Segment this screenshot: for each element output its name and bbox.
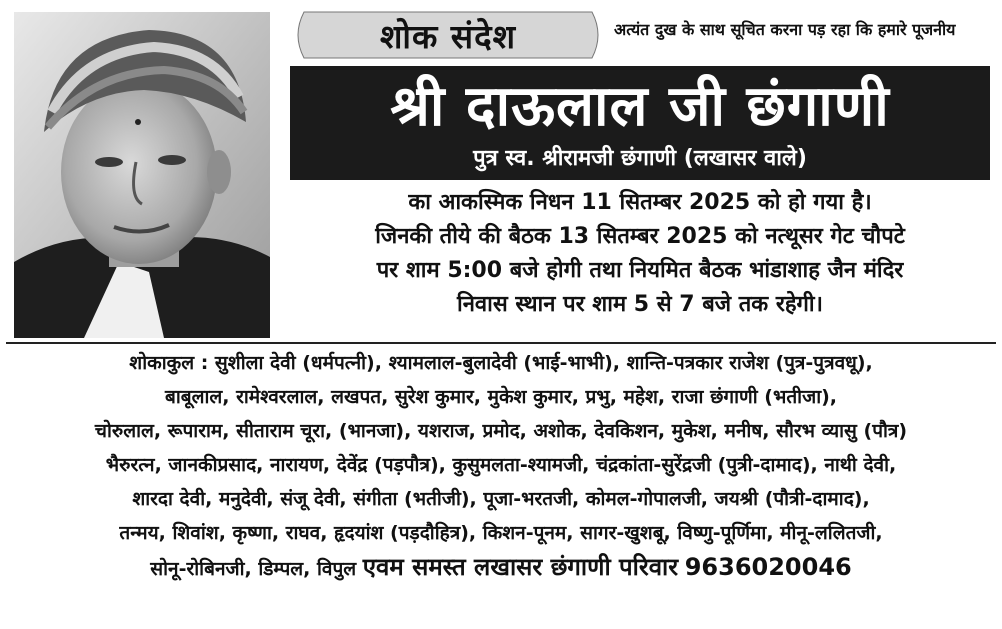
name-box <box>290 66 990 180</box>
notice-heading: शोक संदेश <box>379 16 517 56</box>
mourners-last-line <box>8 550 994 586</box>
announcement-line: का आकस्मिक निधन 11 सितम्बर 2025 को हो गया है। <box>408 190 872 215</box>
mourners-last-names: सोनू-रोबिनजी, डिम्पल, विपुल <box>150 558 357 580</box>
heading-banner <box>290 10 606 60</box>
mourners-line: तन्मय, शिवांश, कृष्णा, राघव, हृदयांश (पड़दौहित्र), किशन-पूनम, सागर-खुशबू, विष्णु-पूर्णिमा, मीनू-ललितजी, <box>119 522 883 544</box>
section-divider <box>6 342 996 344</box>
announcement-line: निवास स्थान पर शाम 5 से 7 बजे तक रहेगी। <box>457 292 823 317</box>
mourners-line: शोकाकुल : सुशीला देवी (धर्मपत्नी), श्यामलाल-बुलादेवी (भाई-भाभी), शान्ति-पत्रकार राजेश (पुत्र-पुत्रवधू), <box>129 352 873 374</box>
announcement-line: जिनकी तीये की बैठक 13 सितम्बर 2025 को नत्थूसर गेट चौपटे <box>375 224 905 249</box>
family-closing: एवम समस्त लखासर छंगाणी परिवार <box>362 553 679 581</box>
announcement-text <box>290 186 990 322</box>
deceased-name: श्री दाऊलाल जी छंगाणी <box>390 74 890 139</box>
portrait-photo <box>14 12 270 338</box>
contact-number: 9636020046 <box>684 553 852 581</box>
intro-line: अत्यंत दुख के साथ सूचित करना पड़ रहा कि हमारे पूजनीय <box>614 20 956 39</box>
mourners-line: भैरुरत्न, जानकीप्रसाद, नारायण, देवेंद्र (पड़पौत्र), कुसुमलता-श्यामजी, चंद्रकांता-सुरेंद्रजी (पुत्री-दामाद), नाथी देवी, <box>105 454 897 476</box>
mourners-line: शारदा देवी, मनुदेवी, संजू देवी, संगीता (भतीजी), पूजा-भरतजी, कोमल-गोपालजी, जयश्री (पौत्री-दामाद), <box>132 488 870 510</box>
mourners-line: चोरुलाल, रूपाराम, सीताराम चूरा, (भानजा), यशराज, प्रमोद, अशोक, देवकिशन, मुकेश, मनीष, सौरभ व्यासु (पौत्र) <box>94 420 908 442</box>
son-of-line: पुत्र स्व. श्रीरामजी छंगाणी (लखासर वाले) <box>473 146 807 171</box>
mourners-list <box>8 346 994 586</box>
mourners-line: बाबूलाल, रामेश्वरलाल, लखपत, सुरेश कुमार, मुकेश कुमार, प्रभु, महेश, राजा छंगाणी (भतीजा), <box>164 386 838 408</box>
announcement-line: पर शाम 5:00 बजे होगी तथा नियमित बैठक भांडाशाह जैन मंदिर <box>376 258 904 283</box>
